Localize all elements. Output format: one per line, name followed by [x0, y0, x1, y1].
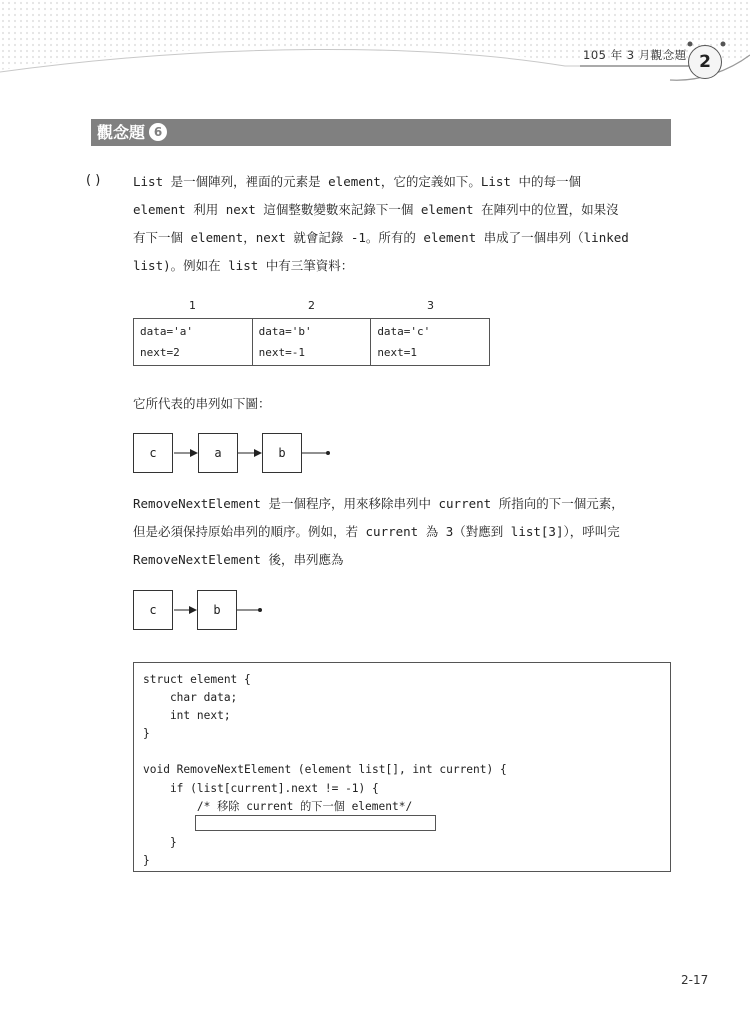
chapter-badge: 2: [688, 45, 722, 79]
cell-next: next=2: [140, 346, 180, 359]
code-line: }: [143, 853, 150, 867]
desc-line: RemoveNextElement 後，串列應為: [133, 552, 344, 567]
code-line: char data;: [143, 691, 238, 705]
code-line: }: [143, 835, 177, 849]
code-line: /* 移除 current 的下一個 element*/: [143, 799, 413, 813]
desc-line: RemoveNextElement 是一個程序，用來移除串列中 current 所指向的下一個元素，: [133, 496, 624, 511]
list-caption: 它所代表的串列如下圖：: [133, 396, 271, 411]
array-index: 2: [308, 299, 315, 312]
list-node: c: [133, 590, 173, 630]
null-dot: [258, 608, 262, 612]
header-exam-title: 105 年 3 月觀念題: [583, 48, 687, 62]
code-line: if (list[current].next != -1) {: [143, 781, 379, 795]
list-node: a: [198, 433, 238, 473]
array-table: [133, 318, 490, 366]
table-row: [134, 319, 490, 366]
code-block: [133, 662, 671, 872]
array-index: 3: [427, 299, 434, 312]
code-line: int next;: [143, 709, 231, 723]
remove-description: [133, 490, 673, 574]
table-cell: [252, 319, 371, 366]
question-line: element 利用 next 這個整數變數來記錄下一個 element 在陣列中的位置，如果沒: [133, 202, 619, 217]
code-line: }: [143, 727, 150, 741]
page-number: 2-17: [681, 973, 709, 987]
question-text: [133, 168, 673, 280]
section-heading: [91, 119, 671, 146]
answer-blank[interactable]: [195, 815, 436, 831]
cell-data: data='b': [258, 325, 312, 338]
section-number: 6: [149, 123, 167, 141]
list-node: b: [197, 590, 237, 630]
list-node: c: [133, 433, 173, 473]
code-line: void RemoveNextElement (element list[], int current) {: [143, 763, 507, 777]
cell-data: data='c': [377, 325, 431, 338]
section-title: 觀念題: [97, 123, 146, 142]
code-line: struct element {: [143, 673, 251, 686]
array-index: 1: [189, 299, 196, 312]
question-line: list)。例如在 list 中有三筆資料：: [133, 258, 354, 273]
cell-next: next=1: [377, 346, 418, 359]
null-dot: [326, 451, 330, 455]
question-line: List 是一個陣列，裡面的元素是 element，它的定義如下。List 中的每一個: [133, 174, 581, 189]
cell-next: next=-1: [258, 346, 306, 359]
desc-line: 但是必須保持原始串列的順序。例如，若 current 為 3（對應到 list[3]），呼叫完: [133, 524, 620, 539]
question-line: 有下一個 element，next 就會記錄 -1。所有的 element 串成了一個串列（linked: [133, 230, 629, 245]
answer-parens: ( ): [86, 173, 101, 188]
table-cell: [134, 319, 253, 366]
list-node: b: [262, 433, 302, 473]
table-cell: [371, 319, 490, 366]
cell-data: data='a': [140, 325, 193, 338]
code-line: [143, 743, 661, 761]
